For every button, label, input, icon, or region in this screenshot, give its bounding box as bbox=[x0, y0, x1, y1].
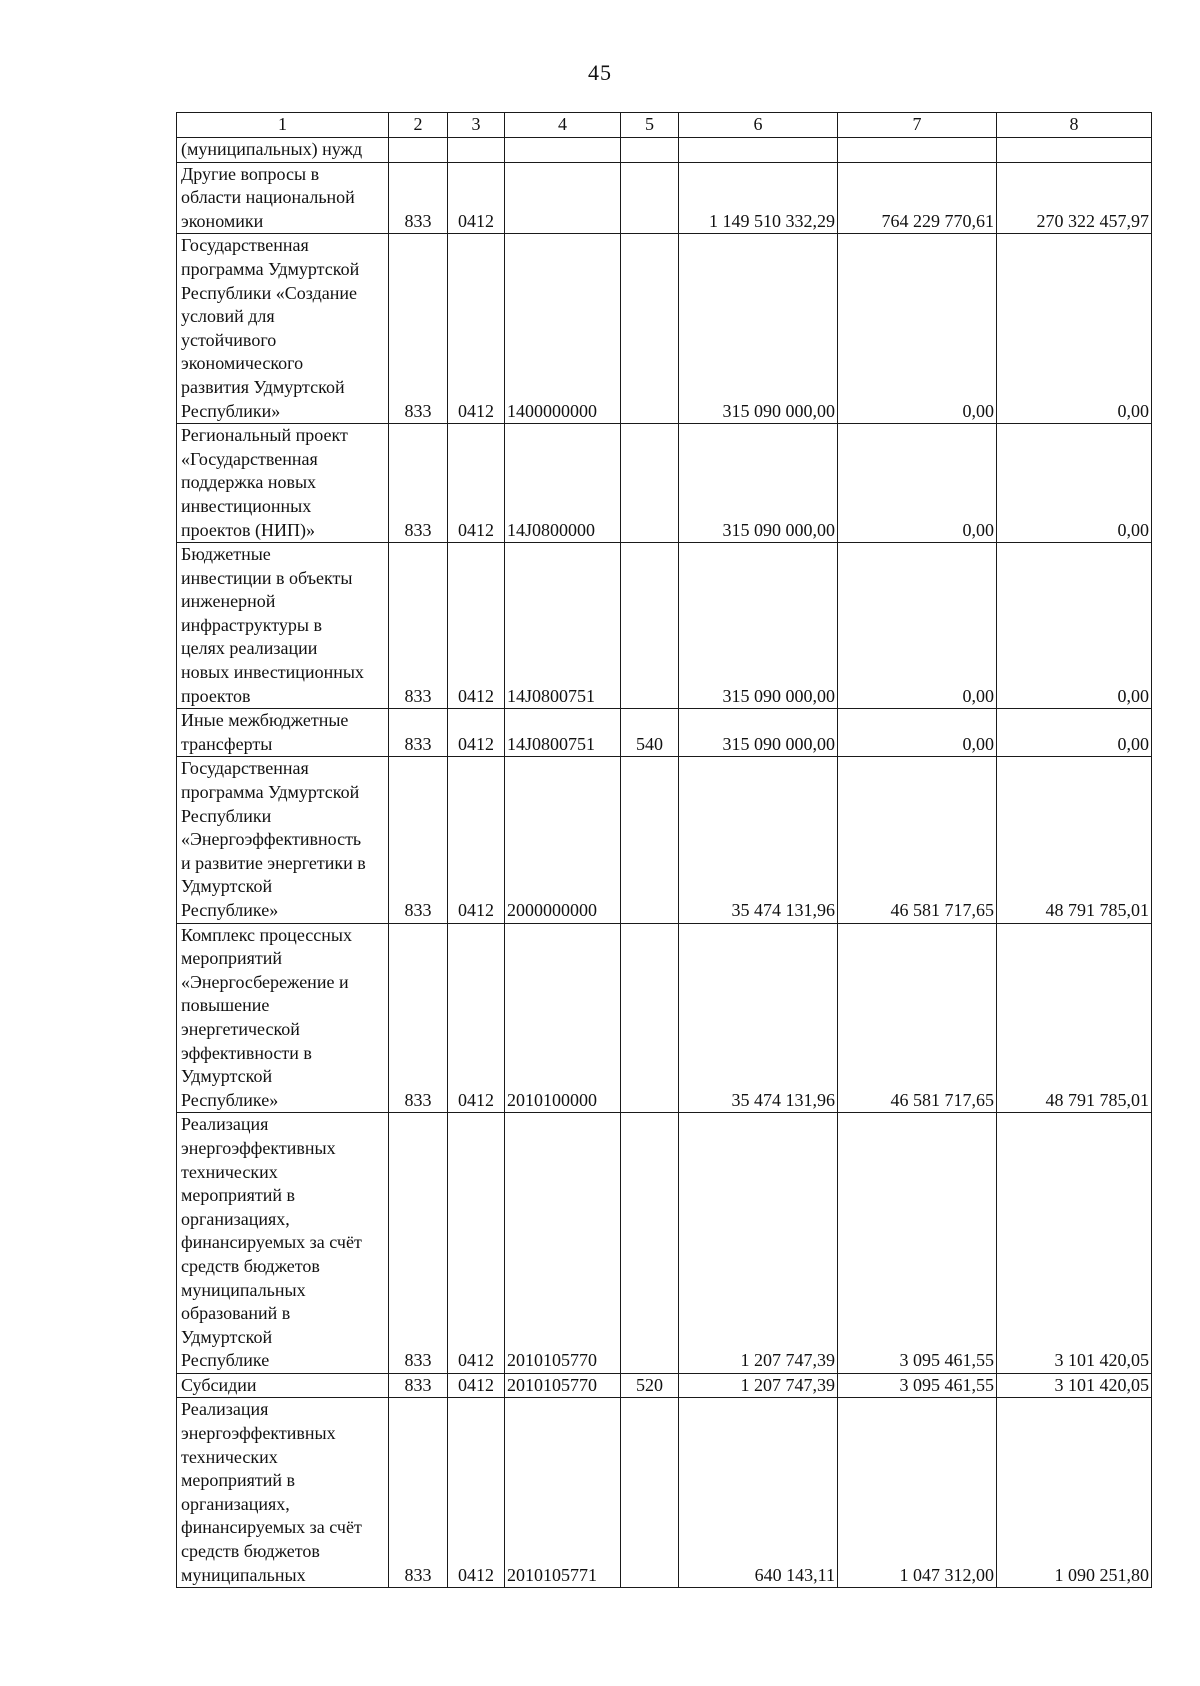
section-code-cell: 0412 bbox=[448, 1113, 505, 1374]
amount-col8-cell: 270 322 457,97 bbox=[997, 162, 1152, 234]
table-row bbox=[177, 424, 1152, 543]
table-row bbox=[177, 1373, 1152, 1398]
amount-col6-cell: 1 149 510 332,29 bbox=[679, 162, 838, 234]
expense-type-cell: 540 bbox=[621, 709, 679, 757]
target-article-cell: 2010105771 bbox=[505, 1398, 621, 1588]
section-code-cell: 0412 bbox=[448, 923, 505, 1113]
target-article-cell: 2010100000 bbox=[505, 923, 621, 1113]
row-name-cell: Государственная программа Удмуртской Республики «Энергоэффективность и развитие энергетики в Удмуртской Республике» bbox=[177, 757, 389, 923]
amount-col6-cell: 35 474 131,96 bbox=[679, 923, 838, 1113]
target-article-cell: 2000000000 bbox=[505, 757, 621, 923]
admin-code-cell: 833 bbox=[389, 424, 448, 543]
row-name-cell: Региональный проект «Государственная поддержка новых инвестиционных проектов (НИП)» bbox=[177, 424, 389, 543]
amount-col7-cell bbox=[838, 138, 997, 163]
page-number: 45 bbox=[588, 60, 612, 85]
target-article-cell: 2010105770 bbox=[505, 1373, 621, 1398]
expense-type-cell bbox=[621, 138, 679, 163]
section-code-cell: 0412 bbox=[448, 234, 505, 424]
table-row bbox=[177, 709, 1152, 757]
amount-col8-cell: 0,00 bbox=[997, 424, 1152, 543]
column-header: 3 bbox=[448, 113, 505, 138]
admin-code-cell: 833 bbox=[389, 757, 448, 923]
amount-col8-cell: 48 791 785,01 bbox=[997, 757, 1152, 923]
admin-code-cell: 833 bbox=[389, 709, 448, 757]
amount-col7-cell: 0,00 bbox=[838, 543, 997, 709]
admin-code-cell bbox=[389, 138, 448, 163]
amount-col8-cell: 3 101 420,05 bbox=[997, 1373, 1152, 1398]
section-code-cell bbox=[448, 138, 505, 163]
column-header: 1 bbox=[177, 113, 389, 138]
table-row bbox=[177, 1113, 1152, 1374]
amount-col6-cell: 640 143,11 bbox=[679, 1398, 838, 1588]
column-header: 6 bbox=[679, 113, 838, 138]
target-article-cell bbox=[505, 162, 621, 234]
budget-table bbox=[176, 112, 1152, 1588]
table-row bbox=[177, 1398, 1152, 1588]
amount-col8-cell: 0,00 bbox=[997, 543, 1152, 709]
row-name-cell: (муниципальных) нужд bbox=[177, 138, 389, 163]
expense-type-cell bbox=[621, 1113, 679, 1374]
amount-col7-cell: 1 047 312,00 bbox=[838, 1398, 997, 1588]
header-row bbox=[177, 113, 1152, 138]
expense-type-cell bbox=[621, 424, 679, 543]
amount-col6-cell bbox=[679, 138, 838, 163]
table-row bbox=[177, 923, 1152, 1113]
admin-code-cell: 833 bbox=[389, 234, 448, 424]
target-article-cell: 1400000000 bbox=[505, 234, 621, 424]
column-header: 2 bbox=[389, 113, 448, 138]
amount-col6-cell: 315 090 000,00 bbox=[679, 709, 838, 757]
table-row bbox=[177, 234, 1152, 424]
admin-code-cell: 833 bbox=[389, 923, 448, 1113]
section-code-cell: 0412 bbox=[448, 162, 505, 234]
amount-col7-cell: 46 581 717,65 bbox=[838, 757, 997, 923]
amount-col8-cell: 3 101 420,05 bbox=[997, 1113, 1152, 1374]
admin-code-cell: 833 bbox=[389, 162, 448, 234]
row-name-cell: Субсидии bbox=[177, 1373, 389, 1398]
table-row bbox=[177, 138, 1152, 163]
column-header: 4 bbox=[505, 113, 621, 138]
admin-code-cell: 833 bbox=[389, 1398, 448, 1588]
section-code-cell: 0412 bbox=[448, 424, 505, 543]
expense-type-cell bbox=[621, 234, 679, 424]
row-name-cell: Бюджетные инвестиции в объекты инженерной инфраструктуры в целях реализации новых инвестиционных проектов bbox=[177, 543, 389, 709]
section-code-cell: 0412 bbox=[448, 1373, 505, 1398]
admin-code-cell: 833 bbox=[389, 543, 448, 709]
row-name-cell: Иные межбюджетные трансферты bbox=[177, 709, 389, 757]
table-row bbox=[177, 162, 1152, 234]
amount-col8-cell: 1 090 251,80 bbox=[997, 1398, 1152, 1588]
row-name-cell: Реализация энергоэффективных технических мероприятий в организациях, финансируемых за счёт средств бюджетов муниципальных bbox=[177, 1398, 389, 1588]
section-code-cell: 0412 bbox=[448, 1398, 505, 1588]
target-article-cell: 14J0800000 bbox=[505, 424, 621, 543]
section-code-cell: 0412 bbox=[448, 757, 505, 923]
section-code-cell: 0412 bbox=[448, 543, 505, 709]
amount-col8-cell: 0,00 bbox=[997, 709, 1152, 757]
row-name-cell: Комплекс процессных мероприятий «Энергосбережение и повышение энергетической эффективности в Удмуртской Республике» bbox=[177, 923, 389, 1113]
amount-col8-cell bbox=[997, 138, 1152, 163]
amount-col6-cell: 315 090 000,00 bbox=[679, 543, 838, 709]
amount-col8-cell: 48 791 785,01 bbox=[997, 923, 1152, 1113]
row-name-cell: Другие вопросы в области национальной экономики bbox=[177, 162, 389, 234]
target-article-cell: 2010105770 bbox=[505, 1113, 621, 1374]
amount-col6-cell: 35 474 131,96 bbox=[679, 757, 838, 923]
row-name-cell: Реализация энергоэффективных технических мероприятий в организациях, финансируемых за счёт средств бюджетов муниципальных образований в Удмуртской Республике bbox=[177, 1113, 389, 1374]
admin-code-cell: 833 bbox=[389, 1113, 448, 1374]
table-row bbox=[177, 543, 1152, 709]
amount-col7-cell: 764 229 770,61 bbox=[838, 162, 997, 234]
expense-type-cell bbox=[621, 543, 679, 709]
column-header: 5 bbox=[621, 113, 679, 138]
amount-col8-cell: 0,00 bbox=[997, 234, 1152, 424]
section-code-cell: 0412 bbox=[448, 709, 505, 757]
amount-col6-cell: 315 090 000,00 bbox=[679, 424, 838, 543]
amount-col6-cell: 1 207 747,39 bbox=[679, 1113, 838, 1374]
amount-col7-cell: 0,00 bbox=[838, 709, 997, 757]
expense-type-cell bbox=[621, 1398, 679, 1588]
expense-type-cell bbox=[621, 923, 679, 1113]
column-header: 8 bbox=[997, 113, 1152, 138]
amount-col7-cell: 0,00 bbox=[838, 234, 997, 424]
amount-col7-cell: 3 095 461,55 bbox=[838, 1113, 997, 1374]
target-article-cell: 14J0800751 bbox=[505, 709, 621, 757]
expense-type-cell bbox=[621, 757, 679, 923]
admin-code-cell: 833 bbox=[389, 1373, 448, 1398]
row-name-cell: Государственная программа Удмуртской Республики «Создание условий для устойчивого экономического развития Удмуртской Республики» bbox=[177, 234, 389, 424]
column-header: 7 bbox=[838, 113, 997, 138]
amount-col7-cell: 3 095 461,55 bbox=[838, 1373, 997, 1398]
amount-col7-cell: 46 581 717,65 bbox=[838, 923, 997, 1113]
target-article-cell: 14J0800751 bbox=[505, 543, 621, 709]
expense-type-cell bbox=[621, 162, 679, 234]
target-article-cell bbox=[505, 138, 621, 163]
expense-type-cell: 520 bbox=[621, 1373, 679, 1398]
amount-col6-cell: 315 090 000,00 bbox=[679, 234, 838, 424]
table-row bbox=[177, 757, 1152, 923]
amount-col6-cell: 1 207 747,39 bbox=[679, 1373, 838, 1398]
amount-col7-cell: 0,00 bbox=[838, 424, 997, 543]
